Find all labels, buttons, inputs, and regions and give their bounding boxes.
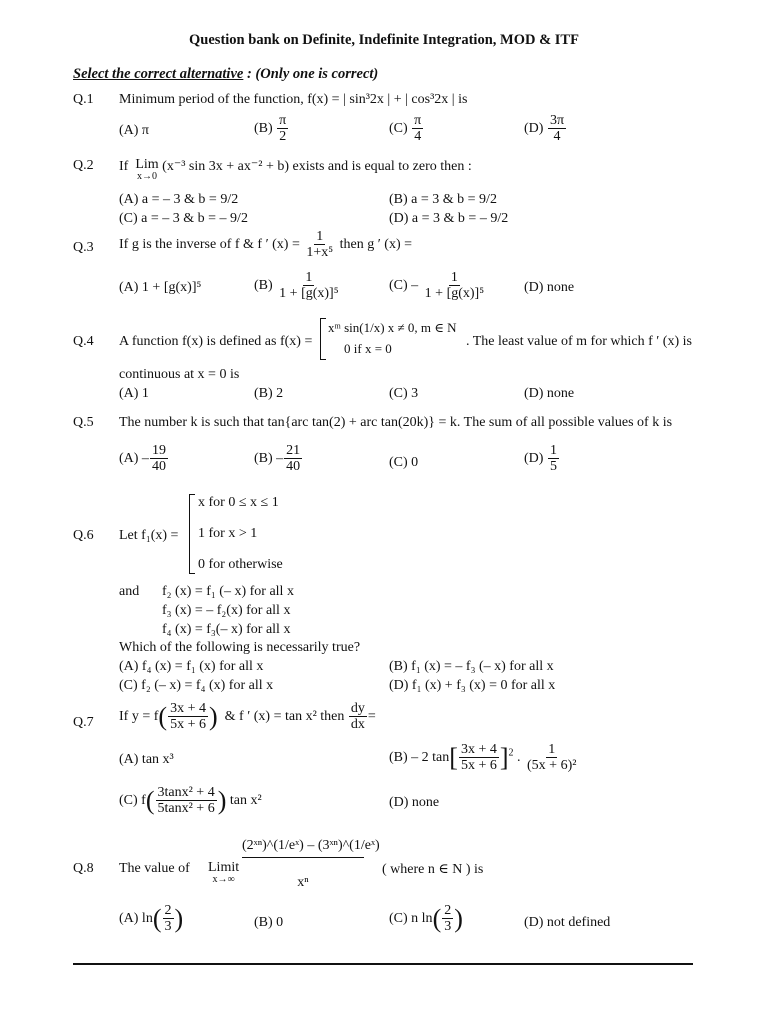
q2-option-d: (D) a = 3 & b = – 9/2 <box>389 211 509 226</box>
q6-case-3: 0 for otherwise <box>198 557 283 572</box>
q4-option-c: (C) 3 <box>389 386 419 401</box>
instruction: Select the correct alternative : (Only one is correct) <box>73 66 379 82</box>
q8-option-c: (C) n ln( $\frac{2}{3}$ ) <box>389 903 463 935</box>
q2-option-b: (B) a = 3 & b = 9/2 <box>389 192 497 207</box>
q2-option-c: (C) a = – 3 & b = – 9/2 <box>119 211 248 226</box>
q4-number: Q.4 <box>73 334 94 349</box>
q8-number: Q.8 <box>73 861 94 876</box>
q6-def-f2: f₂ (x) = f₁ (– x) for all x <box>162 584 294 599</box>
q7-option-c: (C) f( $\frac{\text{3tanx² + 4}}{\text{5tanx² + 6}}$ ) tan x² <box>119 785 262 817</box>
q6-case-2: 1 for x > 1 <box>198 526 258 541</box>
q8-denominator: xⁿ <box>297 875 309 890</box>
q7-text: If y = f( $\frac{3x + 4}{5x + 6}$ ) & f ′ (x) = tan x² then $\frac{dy}{dx}$ = <box>119 701 376 733</box>
q3-option-b: (B) $\frac{1}{\text{1 + [g(x)]⁵}}$ <box>254 270 339 302</box>
q4-option-b: (B) 2 <box>254 386 284 401</box>
q3-option-c: (C) – $\frac{1}{\text{1 + [g(x)]⁵}}$ <box>389 270 485 302</box>
q4-case-2: 0 if x = 0 <box>344 341 392 356</box>
q6-which: Which of the following is necessarily true? <box>119 640 361 655</box>
q6-case-1: x for 0 ≤ x ≤ 1 <box>198 495 279 510</box>
q5-number: Q.5 <box>73 415 94 430</box>
q1-option-b: (B) $\frac{\pi}{2}$ <box>254 113 287 145</box>
q6-brace <box>189 494 195 574</box>
q5-option-a: (A) – $\frac{19}{40}$ <box>119 443 166 475</box>
q8-option-d: (D) not defined <box>524 915 611 930</box>
q8-text: The value of <box>119 861 190 876</box>
q2-number: Q.2 <box>73 158 94 173</box>
q4-text-cont: . The least value of m for which f ′ (x) is <box>466 334 692 349</box>
q3-option-d: (D) none <box>524 280 575 295</box>
q5-option-c: (C) 0 <box>389 455 419 470</box>
q1-option-a: (A) π <box>119 123 150 138</box>
q5-text: The number k is such that tan{arc tan(2) + arc tan(20k)} = k. The sum of all possible values of k is <box>119 415 673 430</box>
q8-where: ( where n ∈ N ) is <box>382 862 484 877</box>
q6-option-c: (C) f₂ (– x) = f₄ (x) for all x <box>119 678 274 693</box>
q1-option-d: (D) $\frac{3\pi}{4}$ <box>524 113 565 145</box>
q4-brace <box>320 318 326 360</box>
q4-text-continuous: continuous at x = 0 is <box>119 367 240 382</box>
q3-option-a: (A) 1 + [g(x)]⁵ <box>119 280 202 295</box>
footer-rule <box>73 963 693 965</box>
q7-option-d: (D) none <box>389 795 440 810</box>
q2-text: If Lim x→0 (x⁻³ sin 3x + ax⁻² + b) exists and is equal to zero then : <box>119 157 472 182</box>
q5-option-d: (D) $\frac{1}{5}$ <box>524 443 557 475</box>
q4-option-d: (D) none <box>524 386 575 401</box>
q6-option-b: (B) f₁ (x) = – f₃ (– x) for all x <box>389 659 554 674</box>
q1-number: Q.1 <box>73 92 94 107</box>
q6-number: Q.6 <box>73 528 94 543</box>
q6-option-d: (D) f₁ (x) + f₃ (x) = 0 for all x <box>389 678 556 693</box>
q6-let: Let f₁(x) = <box>119 528 179 543</box>
q4-option-a: (A) 1 <box>119 386 149 401</box>
q7-option-a: (A) tan x³ <box>119 752 174 767</box>
q3-text: If g is the inverse of f & f ′ (x) = $\frac{1}{\text{1+x⁵}}$ then g ′ (x) = <box>119 229 413 261</box>
q7-option-b: (B) – 2 tan[ $\frac{3x + 4}{5x + 6}$ ]$^2$ . $\frac{1}{\text{(5x + 6)²}}$ <box>389 742 577 774</box>
q8-limit: Limit x→∞ <box>208 860 240 885</box>
q6-and: and <box>119 584 140 599</box>
q6-option-a: (A) f₄ (x) = f₁ (x) for all x <box>119 659 264 674</box>
q8-numerator: (2ˣⁿ)^(1/eˣ) – (3ˣⁿ)^(1/eˣ) <box>242 838 364 858</box>
q1-text: Minimum period of the function, f(x) = | sin³2x | + | cos³2x | is <box>119 92 468 107</box>
q5-option-b: (B) – $\frac{21}{40}$ <box>254 443 301 475</box>
q7-number: Q.7 <box>73 715 94 730</box>
q8-option-a: (A) ln( $\frac{2}{3}$ ) <box>119 903 184 935</box>
q6-def-f3: f₃ (x) = – f₂(x) for all x <box>162 603 291 618</box>
q6-def-f4: f₄ (x) = f₃(– x) for all x <box>162 622 291 637</box>
q2-option-a: (A) a = – 3 & b = 9/2 <box>119 192 239 207</box>
q1-option-c: (C) $\frac{\pi}{4}$ <box>389 113 422 145</box>
q8-option-b: (B) 0 <box>254 915 284 930</box>
q4-text: A function f(x) is defined as f(x) = <box>119 334 313 349</box>
page-title: Question bank on Definite, Indefinite Integration, MOD & ITF <box>189 32 579 48</box>
q3-number: Q.3 <box>73 240 94 255</box>
q4-case-1: xᵐ sin(1/x) x ≠ 0, m ∈ N <box>328 320 457 335</box>
